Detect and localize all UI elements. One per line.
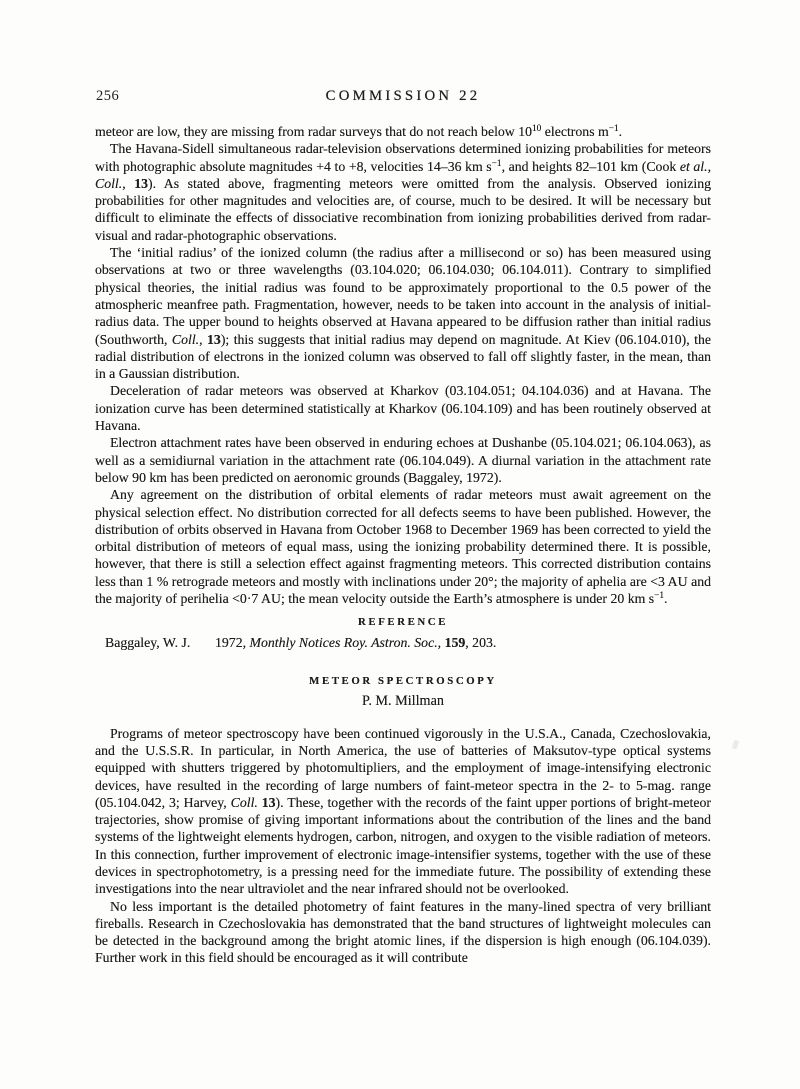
paragraph: meteor are low, they are missing from radar surveys that do not reach below $10^{10}$ electrons $m^{-1}$. bbox=[95, 124, 623, 139]
paragraph: No less important is the detailed photometry of faint features in the many-lined spectra of very brilliant fireballs. Research in Czechoslovakia has demonstrated that the band structures of lightweight molecules can be detected in the background among the bright atomic lines, if the dispersion is high enough (06.104.039). Further work in this field should be encouraged as it will contribute bbox=[95, 898, 711, 966]
reference-entry bbox=[95, 634, 711, 651]
running-header bbox=[95, 88, 711, 105]
radar-meteors-body bbox=[95, 123, 711, 607]
paragraph: The Havana-Sidell simultaneous radar-television observations determined ionizing probabilities for meteors with photographic absolute magnitudes +4 to +8, velocities 14–36 km $s^{-1}$, and heights 82–101 km (Cook et al., Coll., 13). As stated above, fragmenting meteors were omitted from the analysis. Observed ionizing probabilities for other magnitudes and velocities are, of course, much to be desired. It will be necessary but difficult to eliminate the effects of dissociative recombination from ionizing probabilities derived from radar-visual and radar-photographic observations. bbox=[95, 141, 712, 243]
paragraph: Deceleration of radar meteors was observed at Kharkov (03.104.051; 04.104.036) and at Havana. The ionization curve has been determined statistically at Kharkov (06.104.109) and has been routinely observed at Havana. bbox=[95, 383, 711, 434]
paragraph: Programs of meteor spectroscopy have been continued vigorously in the U.S.A., Canada, Czechoslovakia, and the U.S.S.R. In particular, in North America, the use of batteries of Maksutov-type optical systems equipped with shutters triggered by photomultipliers, and the employment of image-intensifying electronic devices, have resulted in the recording of large numbers of faint-meteor spectra in the 2- to 5-mag. range (05.104.042, 3; Harvey, Coll. 13). These, together with the records of the faint upper portions of bright-meteor trajectories, show promise of giving important informations about the contribution of the lines and the band systems of the lightweight elements hydrogen, carbon, nitrogen, and oxygen to the visible radiation of meteors. In this connection, further improvement of electronic image-intensifier systems, together with the use of these devices in spectrophotometry, is a pressing need for the immediate future. The possibility of extending these investigations into the near ultraviolet and the near infrared should not be overlooked. bbox=[95, 725, 711, 897]
reference-heading: REFERENCE bbox=[358, 616, 448, 629]
paragraph: Electron attachment rates have been observed in enduring echoes at Dushanbe (05.104.021; 06.104.063), as well as a semidiurnal variation in the attachment rate (06.104.049). A diurnal variation in the attachment rate below 90 km has been predicted on aeronomic grounds (Baggaley, 1972). bbox=[95, 435, 711, 485]
paragraph: Any agreement on the distribution of orbital elements of radar meteors must await agreement on the physical selection effect. No distribution corrected for all defects seems to have been published. However, the distribution of orbits observed in Havana from October 1968 to December 1969 has been corrected to yield the orbital distribution of meteors of equal mass, using the ionizing probability determined there. It is possible, however, that there is still a selection effect against fragmenting meteors. This corrected distribution contains less than 1 % retrograde meteors and mostly with inclinations under 20°; the majority of aphelia are <3 AU and the majority of perihelia <0·7 AU; the mean velocity outside the Earth’s atmosphere is under 20 km $s^{-1}$. bbox=[95, 487, 711, 607]
meteor-spectroscopy-body bbox=[95, 725, 711, 967]
section-author: P. M. Millman bbox=[362, 692, 444, 709]
reference-citation: 1972, Monthly Notices Roy. Astron. Soc., 159, 203. bbox=[215, 635, 497, 651]
page-number: 256 bbox=[96, 88, 120, 104]
section-heading: METEOR SPECTROSCOPY bbox=[309, 674, 497, 687]
scan-artifact bbox=[732, 739, 740, 749]
reference-author: Baggaley, W. J. bbox=[105, 635, 191, 651]
paragraph: The ‘initial radius’ of the ionized column (the radius after a millisecond or so) has been measured using observations at two or three wavelengths (03.104.020; 06.104.030; 06.104.011). Contrary to simplified physical theories, the initial radius was found to be approximately proportional to the 0.5 power of the atmospheric meanfree path. Fragmentation, however, needs to be taken into account in the analysis of initial-radius data. The upper bound to heights observed at Havana appeared to be diffusion rather than initial radius (Southworth, Coll., 13); this suggests that initial radius may depend on magnitude. At Kiev (06.104.010), the radial distribution of electrons in the ionized column was observed to fall off slightly faster, in the mean, than in a Gaussian distribution. bbox=[95, 245, 711, 382]
running-head-title: COMMISSION 22 bbox=[325, 88, 481, 104]
page-content bbox=[95, 88, 711, 967]
